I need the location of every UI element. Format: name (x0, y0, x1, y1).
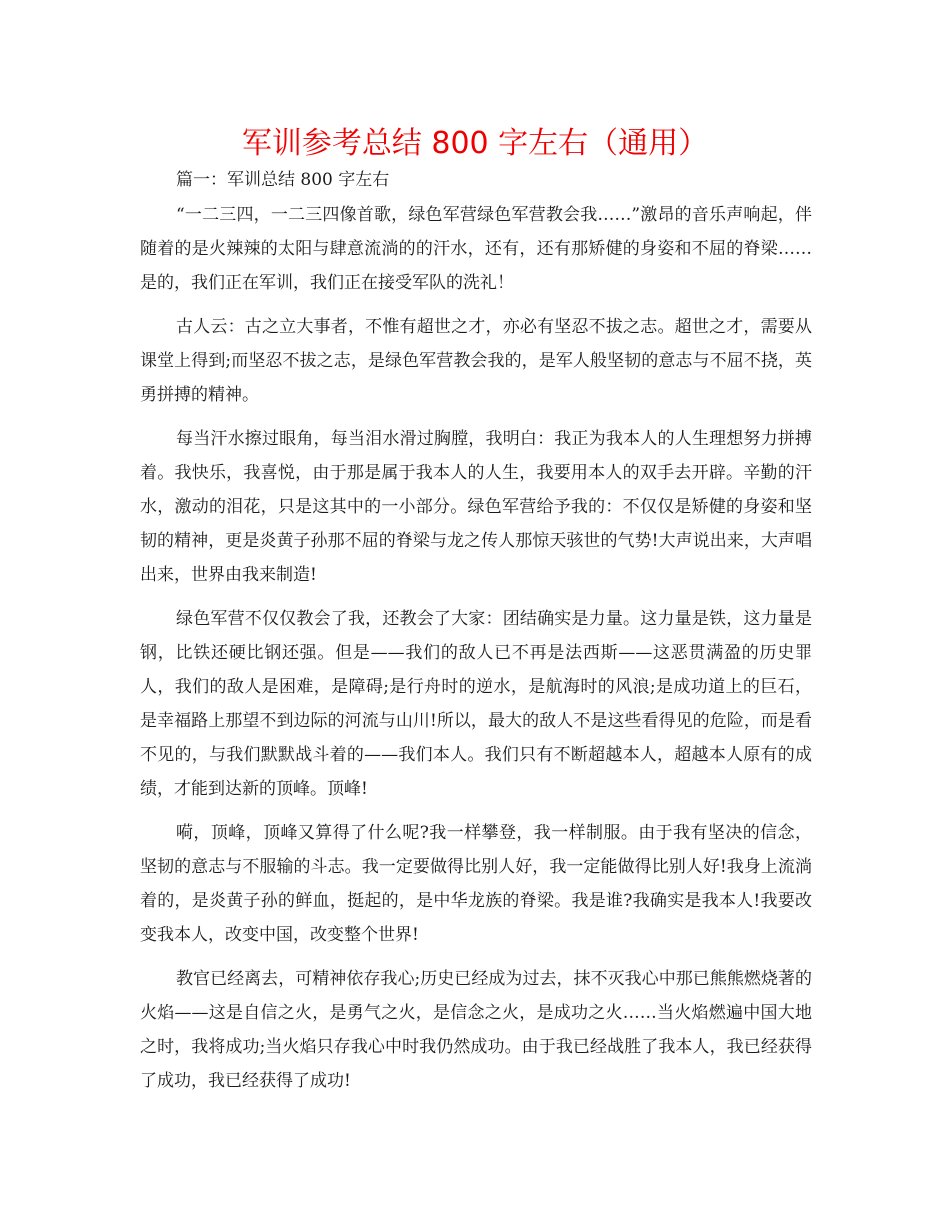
document-body (140, 198, 812, 1108)
paragraph-3: 每当汗水擦过眼角，每当泪水滑过胸膛，我明白：我正为我本人的人生理想努力拼搏着。我快乐，我喜悦，由于那是属于我本人的人生，我要用本人的双手去开辟。辛勤的汗水，激动的泪花，只是这其中的一小部分。绿色军营给予我的：不仅仅是矫健的身姿和坚韧的精神，更是炎黄子孙那不屈的脊梁与龙之传人那惊天骇世的气势!大声说出来，大声唱出来，世界由我来制造! (140, 429, 812, 585)
paragraph-6: 教官已经离去，可精神依存我心;历史已经成为过去，抹不灭我心中那已熊熊燃烧著的火焰——这是自信之火，是勇气之火，是信念之火，是成功之火……当火焰燃遍中国大地之时，我将成功;当火焰只存我心中时我仍然成功。由于我已经战胜了我本人，我已经获得了成功，我已经获得了成功! (140, 969, 812, 1091)
paragraph-5: 嗬，顶峰，顶峰又算得了什么呢?我一样攀登，我一样制服。由于我有坚决的信念，坚韧的意志与不服输的斗志。我一定要做得比别人好，我一定能做得比别人好!我身上流淌着的，是炎黄子孙的鲜血，挺起的，是中华龙族的脊梁。我是谁?我确实是我本人!我要改变我本人，改变中国，改变整个世界! (140, 823, 812, 945)
paragraph-2: 古人云：古之立大事者，不惟有超世之才，亦必有坚忍不拔之志。超世之才，需要从课堂上得到;而坚忍不拔之志，是绿色军营教会我的，是军人般坚韧的意志与不屈不挠，英勇拼搏的精神。 (140, 317, 812, 405)
paragraph-1: “一二三四，一二三四像首歌，绿色军营绿色军营教会我……”激昂的音乐声响起，伴随着的是火辣辣的太阳与肆意流淌的的汗水，还有，还有那矫健的身姿和不屈的脊梁……是的，我们正在军训，我们正在接受军队的洗礼！ (140, 205, 812, 293)
document-title: 军训参考总结 800 字左右（通用） (241, 126, 709, 161)
section-subtitle: 篇一：军训总结 800 字左右 (176, 170, 390, 190)
paragraph-4: 绿色军营不仅仅教会了我，还教会了大家：团结确实是力量。这力量是铁，这力量是钢，比铁还硬比钢还强。但是——我们的敌人已不再是法西斯——这恶贯满盈的历史罪人，我们的敌人是困难，是障碍;是行舟时的逆水，是航海时的风浪;是成功道上的巨石，是幸福路上那望不到边际的河流与山川!所以，最大的敌人不是这些看得见的危险，而是看不见的，与我们默默战斗着的——我们本人。我们只有不断超越本人，超越本人原有的成绩，才能到达新的顶峰。顶峰! (140, 609, 812, 799)
